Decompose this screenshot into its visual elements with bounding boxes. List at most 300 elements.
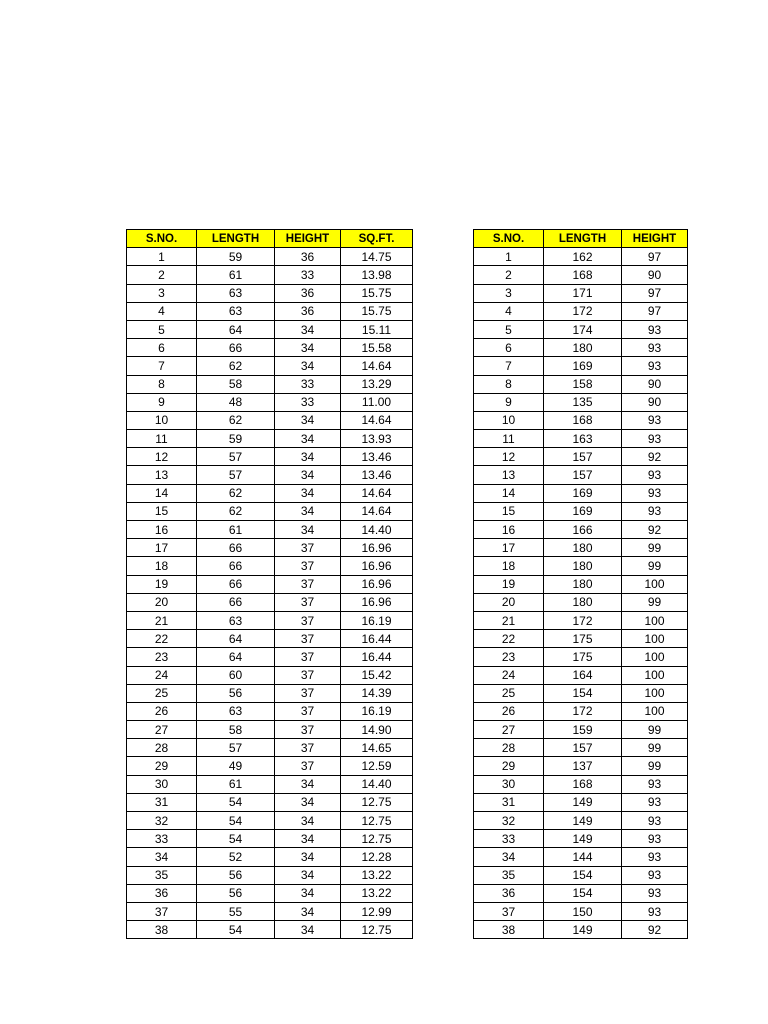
cell-height: 90 [622, 393, 688, 411]
cell-sno: 17 [127, 539, 197, 557]
cell-length: 63 [197, 611, 275, 629]
table-row [127, 266, 413, 284]
table-row [474, 411, 688, 429]
cell-height: 100 [622, 611, 688, 629]
cell-sno: 6 [474, 339, 544, 357]
table-row [474, 302, 688, 320]
cell-height: 93 [622, 411, 688, 429]
cell-sno: 26 [127, 702, 197, 720]
measurements-table-left [126, 229, 413, 939]
cell-height: 34 [275, 793, 341, 811]
cell-length: 175 [544, 630, 622, 648]
cell-sno: 3 [127, 284, 197, 302]
cell-height: 37 [275, 593, 341, 611]
cell-length: 137 [544, 757, 622, 775]
cell-sqft: 14.40 [341, 775, 413, 793]
cell-sno: 1 [127, 248, 197, 266]
cell-height: 90 [622, 375, 688, 393]
cell-height: 34 [275, 466, 341, 484]
cell-sno: 11 [474, 430, 544, 448]
cell-sno: 24 [474, 666, 544, 684]
cell-height: 93 [622, 357, 688, 375]
table-row [474, 611, 688, 629]
cell-sno: 15 [127, 502, 197, 520]
cell-height: 37 [275, 739, 341, 757]
cell-length: 62 [197, 411, 275, 429]
table-row [127, 430, 413, 448]
cell-sno: 3 [474, 284, 544, 302]
table-row [474, 266, 688, 284]
cell-height: 37 [275, 702, 341, 720]
cell-length: 58 [197, 721, 275, 739]
cell-height: 93 [622, 866, 688, 884]
cell-length: 64 [197, 630, 275, 648]
cell-height: 34 [275, 921, 341, 939]
cell-sqft: 16.96 [341, 575, 413, 593]
cell-height: 99 [622, 721, 688, 739]
cell-height: 93 [622, 339, 688, 357]
cell-height: 34 [275, 430, 341, 448]
cell-height: 34 [275, 357, 341, 375]
cell-length: 55 [197, 902, 275, 920]
cell-sno: 19 [127, 575, 197, 593]
cell-sno: 4 [474, 302, 544, 320]
cell-sqft: 12.75 [341, 830, 413, 848]
cell-length: 66 [197, 339, 275, 357]
cell-length: 62 [197, 502, 275, 520]
cell-sqft: 13.29 [341, 375, 413, 393]
cell-sno: 33 [474, 830, 544, 848]
cell-sno: 7 [474, 357, 544, 375]
cell-sno: 32 [127, 812, 197, 830]
cell-length: 164 [544, 666, 622, 684]
table-row [474, 902, 688, 920]
cell-height: 92 [622, 921, 688, 939]
measurements-table-right [473, 229, 688, 939]
table-row [127, 411, 413, 429]
cell-height: 33 [275, 393, 341, 411]
cell-sno: 7 [127, 357, 197, 375]
header-sno: S.NO. [474, 230, 544, 248]
cell-sno: 29 [127, 757, 197, 775]
cell-sqft: 14.75 [341, 248, 413, 266]
cell-sno: 33 [127, 830, 197, 848]
table-row [474, 848, 688, 866]
cell-length: 57 [197, 739, 275, 757]
cell-length: 54 [197, 793, 275, 811]
cell-height: 34 [275, 830, 341, 848]
cell-sno: 28 [474, 739, 544, 757]
cell-sqft: 15.58 [341, 339, 413, 357]
cell-sno: 37 [127, 902, 197, 920]
table-row [127, 248, 413, 266]
cell-sno: 25 [474, 684, 544, 702]
cell-length: 169 [544, 484, 622, 502]
table-row [127, 684, 413, 702]
cell-sno: 20 [127, 593, 197, 611]
cell-sqft: 13.46 [341, 448, 413, 466]
cell-sno: 23 [127, 648, 197, 666]
cell-height: 36 [275, 284, 341, 302]
table-row [127, 702, 413, 720]
cell-length: 149 [544, 830, 622, 848]
cell-sqft: 12.99 [341, 902, 413, 920]
table-row [127, 648, 413, 666]
table-row [127, 575, 413, 593]
cell-height: 93 [622, 430, 688, 448]
cell-sno: 8 [127, 375, 197, 393]
table-row [127, 557, 413, 575]
cell-length: 57 [197, 448, 275, 466]
cell-sqft: 15.75 [341, 284, 413, 302]
cell-height: 36 [275, 302, 341, 320]
cell-height: 93 [622, 793, 688, 811]
table-row [474, 884, 688, 902]
cell-sno: 18 [127, 557, 197, 575]
cell-sno: 37 [474, 902, 544, 920]
cell-length: 180 [544, 557, 622, 575]
cell-length: 60 [197, 666, 275, 684]
cell-length: 54 [197, 921, 275, 939]
table-row [127, 902, 413, 920]
cell-sno: 21 [127, 611, 197, 629]
cell-sno: 8 [474, 375, 544, 393]
cell-length: 63 [197, 702, 275, 720]
cell-length: 63 [197, 302, 275, 320]
cell-length: 58 [197, 375, 275, 393]
cell-sqft: 16.44 [341, 648, 413, 666]
cell-sqft: 16.19 [341, 611, 413, 629]
cell-length: 64 [197, 648, 275, 666]
cell-length: 149 [544, 793, 622, 811]
cell-length: 172 [544, 611, 622, 629]
table-row [474, 921, 688, 939]
cell-sno: 5 [474, 320, 544, 338]
cell-height: 34 [275, 339, 341, 357]
cell-height: 100 [622, 702, 688, 720]
cell-height: 34 [275, 411, 341, 429]
table-row [474, 521, 688, 539]
table-row [127, 320, 413, 338]
cell-height: 37 [275, 757, 341, 775]
cell-length: 57 [197, 466, 275, 484]
cell-length: 52 [197, 848, 275, 866]
cell-sno: 1 [474, 248, 544, 266]
cell-height: 93 [622, 830, 688, 848]
cell-sqft: 15.11 [341, 320, 413, 338]
cell-sno: 9 [474, 393, 544, 411]
table-row [474, 812, 688, 830]
cell-length: 59 [197, 430, 275, 448]
table-row [474, 375, 688, 393]
cell-height: 37 [275, 721, 341, 739]
cell-length: 66 [197, 539, 275, 557]
cell-height: 93 [622, 775, 688, 793]
cell-length: 168 [544, 775, 622, 793]
cell-height: 93 [622, 884, 688, 902]
cell-sqft: 15.42 [341, 666, 413, 684]
table-row [127, 793, 413, 811]
cell-sno: 27 [127, 721, 197, 739]
table-row [474, 448, 688, 466]
cell-sno: 2 [127, 266, 197, 284]
cell-length: 174 [544, 320, 622, 338]
cell-sno: 5 [127, 320, 197, 338]
cell-height: 93 [622, 812, 688, 830]
cell-height: 37 [275, 648, 341, 666]
table-row [474, 666, 688, 684]
cell-length: 169 [544, 357, 622, 375]
cell-sno: 23 [474, 648, 544, 666]
table-row [474, 866, 688, 884]
cell-height: 34 [275, 866, 341, 884]
cell-length: 172 [544, 302, 622, 320]
cell-height: 37 [275, 630, 341, 648]
table-row [474, 793, 688, 811]
cell-length: 168 [544, 266, 622, 284]
table-row [127, 866, 413, 884]
cell-length: 154 [544, 884, 622, 902]
cell-sno: 14 [474, 484, 544, 502]
cell-height: 92 [622, 521, 688, 539]
header-sno: S.NO. [127, 230, 197, 248]
table-row [127, 812, 413, 830]
table-row [474, 484, 688, 502]
cell-length: 49 [197, 757, 275, 775]
cell-sno: 15 [474, 502, 544, 520]
cell-sno: 30 [474, 775, 544, 793]
cell-length: 158 [544, 375, 622, 393]
cell-sqft: 12.75 [341, 812, 413, 830]
cell-length: 56 [197, 684, 275, 702]
table-row [127, 630, 413, 648]
table-row [474, 775, 688, 793]
table-row [474, 284, 688, 302]
cell-sno: 2 [474, 266, 544, 284]
cell-height: 92 [622, 448, 688, 466]
cell-length: 171 [544, 284, 622, 302]
table-row [127, 339, 413, 357]
cell-height: 93 [622, 502, 688, 520]
cell-height: 34 [275, 448, 341, 466]
cell-height: 34 [275, 484, 341, 502]
cell-length: 135 [544, 393, 622, 411]
cell-length: 169 [544, 502, 622, 520]
cell-sqft: 12.75 [341, 793, 413, 811]
cell-sno: 11 [127, 430, 197, 448]
cell-length: 48 [197, 393, 275, 411]
cell-length: 59 [197, 248, 275, 266]
cell-length: 64 [197, 320, 275, 338]
cell-sqft: 15.75 [341, 302, 413, 320]
cell-height: 34 [275, 812, 341, 830]
cell-height: 34 [275, 884, 341, 902]
cell-length: 54 [197, 812, 275, 830]
cell-sqft: 14.39 [341, 684, 413, 702]
table-row [127, 721, 413, 739]
table-row [127, 775, 413, 793]
cell-height: 36 [275, 248, 341, 266]
cell-height: 100 [622, 630, 688, 648]
cell-height: 99 [622, 593, 688, 611]
cell-height: 34 [275, 320, 341, 338]
cell-height: 34 [275, 902, 341, 920]
cell-length: 154 [544, 684, 622, 702]
cell-sno: 13 [127, 466, 197, 484]
cell-sno: 9 [127, 393, 197, 411]
cell-height: 97 [622, 248, 688, 266]
table-row [127, 284, 413, 302]
cell-length: 66 [197, 575, 275, 593]
cell-sno: 12 [474, 448, 544, 466]
cell-sno: 22 [127, 630, 197, 648]
table-row [127, 539, 413, 557]
cell-length: 159 [544, 721, 622, 739]
cell-sno: 28 [127, 739, 197, 757]
cell-length: 172 [544, 702, 622, 720]
cell-length: 61 [197, 521, 275, 539]
table-row [474, 393, 688, 411]
table-row [127, 611, 413, 629]
cell-sqft: 12.28 [341, 848, 413, 866]
cell-sqft: 16.44 [341, 630, 413, 648]
cell-sqft: 11.00 [341, 393, 413, 411]
table-row [127, 757, 413, 775]
cell-sqft: 13.93 [341, 430, 413, 448]
cell-height: 93 [622, 484, 688, 502]
cell-sno: 20 [474, 593, 544, 611]
cell-sno: 36 [127, 884, 197, 902]
cell-length: 61 [197, 775, 275, 793]
table-row [127, 921, 413, 939]
cell-height: 37 [275, 684, 341, 702]
table-row [127, 502, 413, 520]
table-row [474, 320, 688, 338]
table-row [474, 539, 688, 557]
cell-height: 37 [275, 611, 341, 629]
cell-length: 175 [544, 648, 622, 666]
table-row [127, 884, 413, 902]
cell-sno: 32 [474, 812, 544, 830]
table-row [127, 848, 413, 866]
cell-sno: 27 [474, 721, 544, 739]
table-row [474, 357, 688, 375]
cell-length: 63 [197, 284, 275, 302]
cell-length: 157 [544, 448, 622, 466]
cell-length: 180 [544, 593, 622, 611]
cell-sno: 24 [127, 666, 197, 684]
cell-length: 66 [197, 593, 275, 611]
header-row [127, 230, 413, 248]
cell-height: 37 [275, 539, 341, 557]
table-row [127, 484, 413, 502]
cell-height: 99 [622, 539, 688, 557]
cell-sqft: 14.64 [341, 484, 413, 502]
header-row [474, 230, 688, 248]
cell-length: 168 [544, 411, 622, 429]
cell-sno: 26 [474, 702, 544, 720]
cell-height: 100 [622, 648, 688, 666]
cell-sno: 19 [474, 575, 544, 593]
cell-height: 97 [622, 284, 688, 302]
table-row [127, 466, 413, 484]
cell-height: 37 [275, 575, 341, 593]
cell-height: 34 [275, 521, 341, 539]
cell-height: 93 [622, 466, 688, 484]
cell-height: 93 [622, 320, 688, 338]
cell-height: 34 [275, 848, 341, 866]
table-row [474, 575, 688, 593]
table-row [127, 357, 413, 375]
cell-sqft: 13.46 [341, 466, 413, 484]
cell-sno: 10 [474, 411, 544, 429]
cell-length: 180 [544, 575, 622, 593]
cell-length: 157 [544, 739, 622, 757]
cell-sno: 30 [127, 775, 197, 793]
cell-sno: 16 [474, 521, 544, 539]
header-length: LENGTH [197, 230, 275, 248]
cell-sqft: 16.19 [341, 702, 413, 720]
cell-sqft: 13.22 [341, 884, 413, 902]
cell-height: 34 [275, 775, 341, 793]
table-row [474, 430, 688, 448]
cell-sno: 25 [127, 684, 197, 702]
table-row [474, 593, 688, 611]
cell-length: 154 [544, 866, 622, 884]
cell-length: 61 [197, 266, 275, 284]
header-height: HEIGHT [622, 230, 688, 248]
header-sqft: SQ.FT. [341, 230, 413, 248]
cell-height: 33 [275, 266, 341, 284]
cell-height: 99 [622, 757, 688, 775]
cell-sno: 10 [127, 411, 197, 429]
cell-length: 180 [544, 539, 622, 557]
table-row [127, 302, 413, 320]
cell-length: 162 [544, 248, 622, 266]
cell-sqft: 14.64 [341, 411, 413, 429]
cell-height: 93 [622, 902, 688, 920]
cell-sqft: 16.96 [341, 539, 413, 557]
header-length: LENGTH [544, 230, 622, 248]
cell-length: 144 [544, 848, 622, 866]
cell-height: 90 [622, 266, 688, 284]
table-row [474, 557, 688, 575]
cell-height: 33 [275, 375, 341, 393]
cell-sno: 34 [474, 848, 544, 866]
table-row [474, 721, 688, 739]
cell-length: 56 [197, 866, 275, 884]
cell-height: 99 [622, 557, 688, 575]
cell-sqft: 14.90 [341, 721, 413, 739]
cell-length: 54 [197, 830, 275, 848]
cell-sno: 6 [127, 339, 197, 357]
cell-sno: 12 [127, 448, 197, 466]
table-row [474, 830, 688, 848]
cell-sno: 31 [127, 793, 197, 811]
table-row [474, 684, 688, 702]
cell-sno: 14 [127, 484, 197, 502]
table-row [474, 339, 688, 357]
table-row [127, 830, 413, 848]
cell-sno: 38 [127, 921, 197, 939]
cell-sno: 29 [474, 757, 544, 775]
cell-sqft: 14.40 [341, 521, 413, 539]
cell-sqft: 14.64 [341, 502, 413, 520]
cell-sno: 35 [127, 866, 197, 884]
cell-sno: 17 [474, 539, 544, 557]
table-row [127, 521, 413, 539]
table-row [127, 666, 413, 684]
